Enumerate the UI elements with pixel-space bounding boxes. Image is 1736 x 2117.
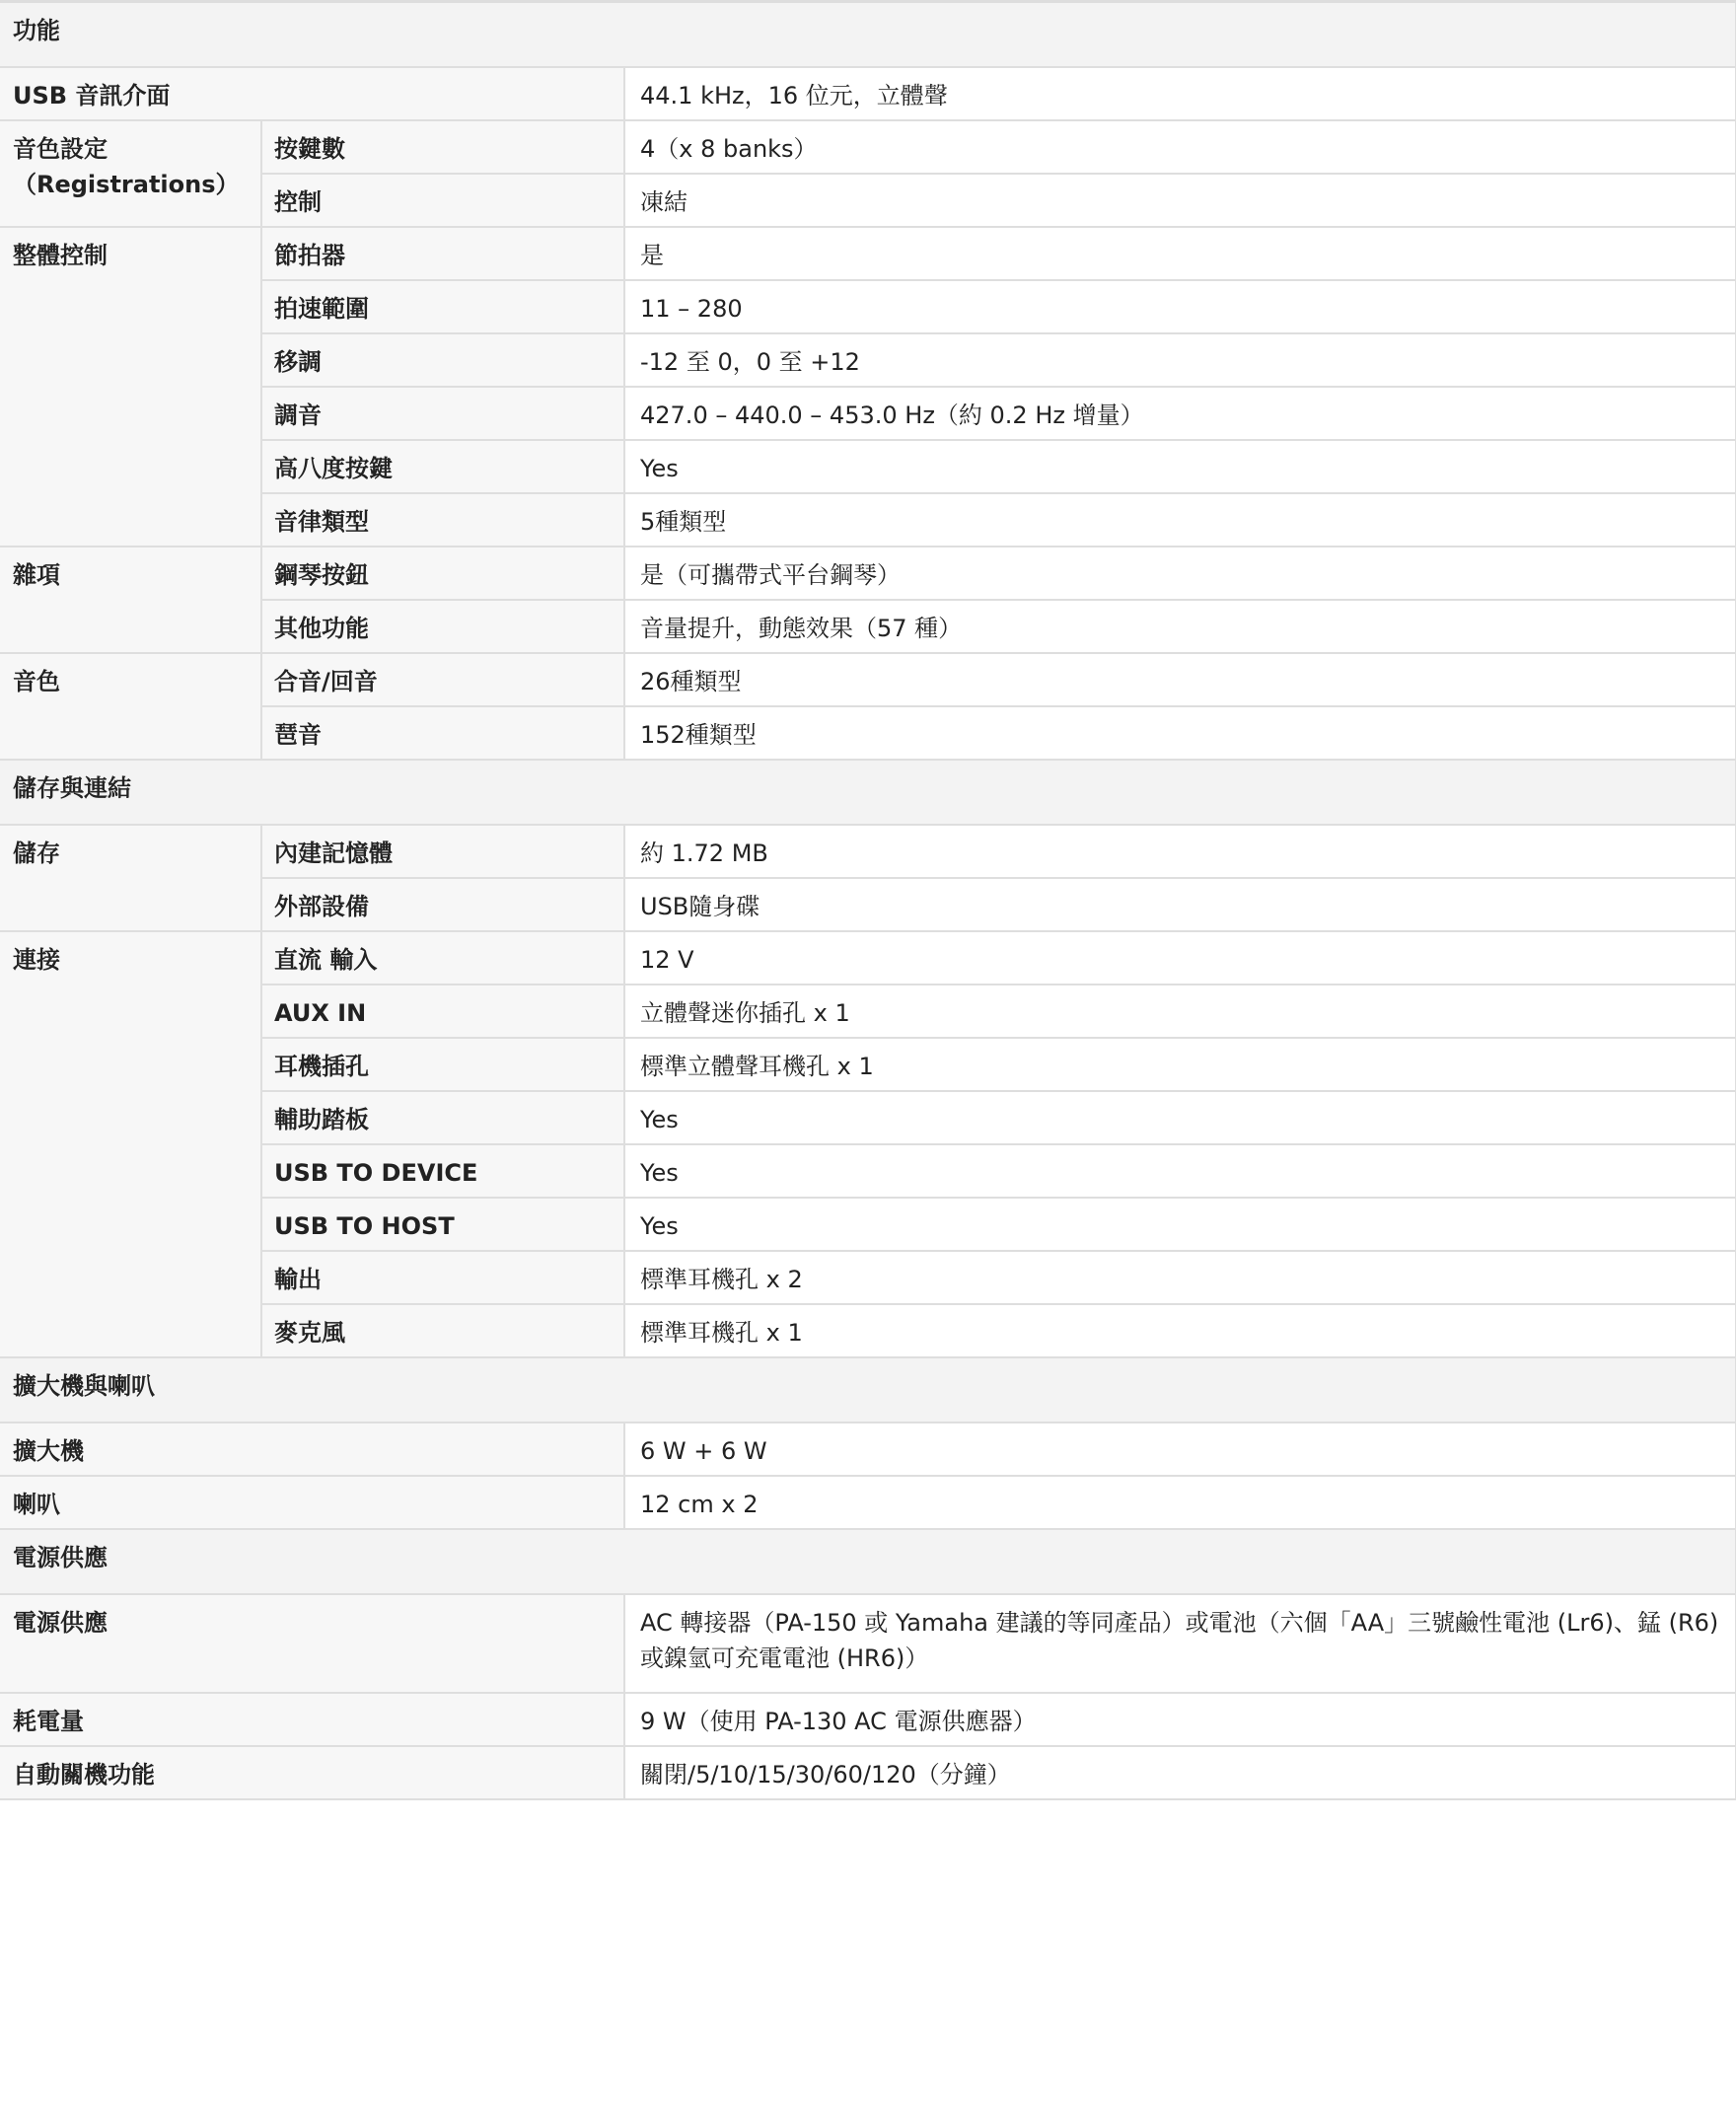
spec-value: Yes (624, 440, 1736, 493)
spec-value: -12 至 0，0 至 +12 (624, 333, 1736, 387)
spec-value: 標準立體聲耳機孔 x 1 (624, 1038, 1736, 1091)
spec-row-metronome (0, 227, 1736, 280)
spec-label: 內建記憶體 (261, 825, 624, 878)
spec-label: AUX IN (261, 985, 624, 1038)
section-row-function (0, 2, 1736, 67)
spec-value: 是 (624, 227, 1736, 280)
spec-row-piano-button (0, 547, 1736, 600)
spec-value: USB隨身碟 (624, 878, 1736, 931)
spec-value: 凍結 (624, 174, 1736, 227)
spec-value: 標準耳機孔 x 1 (624, 1304, 1736, 1357)
spec-row-consumption (0, 1693, 1736, 1746)
section-heading: 電源供應 (0, 1529, 1736, 1594)
spec-group-label: 雜項 (0, 547, 261, 653)
spec-label: 其他功能 (261, 600, 624, 653)
spec-row-dc-in (0, 931, 1736, 985)
spec-label: 移調 (261, 333, 624, 387)
spec-value: 4（x 8 banks） (624, 120, 1736, 174)
spec-label: 擴大機 (0, 1423, 624, 1476)
spec-label: USB TO DEVICE (261, 1144, 624, 1198)
spec-value: AC 轉接器（PA-150 或 Yamaha 建議的等同產品）或電池（六個「AA」三號鹼性電池 (Lr6)、錳 (R6) 或鎳氫可充電電池 (HR6)） (624, 1594, 1736, 1693)
spec-value: 152種類型 (624, 706, 1736, 760)
spec-label: 按鍵數 (261, 120, 624, 174)
spec-value: 12 cm x 2 (624, 1476, 1736, 1529)
spec-value: 26種類型 (624, 653, 1736, 706)
spec-group-label: 音色設定（Registrations） (0, 120, 261, 227)
section-heading: 功能 (0, 2, 1736, 67)
spec-row-usb-audio (0, 67, 1736, 120)
spec-value: Yes (624, 1144, 1736, 1198)
spec-label: 輸出 (261, 1251, 624, 1304)
spec-value: 11 – 280 (624, 280, 1736, 333)
section-heading: 儲存與連結 (0, 760, 1736, 825)
spec-label: 高八度按鍵 (261, 440, 624, 493)
spec-label: 外部設備 (261, 878, 624, 931)
spec-group-label: 連接 (0, 931, 261, 1357)
spec-value: 標準耳機孔 x 2 (624, 1251, 1736, 1304)
spec-label: 琶音 (261, 706, 624, 760)
section-row-storage-connect (0, 760, 1736, 825)
spec-value: 12 V (624, 931, 1736, 985)
spec-group-label: 整體控制 (0, 227, 261, 547)
spec-label: 麥克風 (261, 1304, 624, 1357)
spec-label: 控制 (261, 174, 624, 227)
spec-value: 6 W + 6 W (624, 1423, 1736, 1476)
spec-value: 音量提升，動態效果（57 種） (624, 600, 1736, 653)
spec-label: 拍速範圍 (261, 280, 624, 333)
section-heading: 擴大機與喇叭 (0, 1357, 1736, 1423)
spec-row-power-supply (0, 1594, 1736, 1693)
spec-label: 耳機插孔 (261, 1038, 624, 1091)
spec-label: 電源供應 (0, 1594, 624, 1693)
spec-label: 調音 (261, 387, 624, 440)
spec-value: 約 1.72 MB (624, 825, 1736, 878)
spec-value: 5種類型 (624, 493, 1736, 547)
spec-row-registrations-buttons (0, 120, 1736, 174)
spec-value: Yes (624, 1091, 1736, 1144)
spec-label: 喇叭 (0, 1476, 624, 1529)
spec-value: 是（可攜帶式平台鋼琴） (624, 547, 1736, 600)
spec-row-chorus (0, 653, 1736, 706)
spec-row-amplifier (0, 1423, 1736, 1476)
spec-group-label: 音色 (0, 653, 261, 760)
spec-label: 音律類型 (261, 493, 624, 547)
spec-row-auto-power-off (0, 1746, 1736, 1799)
spec-label: 自動關機功能 (0, 1746, 624, 1799)
spec-value: 關閉/5/10/15/30/60/120（分鐘） (624, 1746, 1736, 1799)
section-row-amp-speaker (0, 1357, 1736, 1423)
spec-value: Yes (624, 1198, 1736, 1251)
spec-label: 節拍器 (261, 227, 624, 280)
spec-label: 合音/回音 (261, 653, 624, 706)
spec-value: 427.0 – 440.0 – 453.0 Hz（約 0.2 Hz 增量） (624, 387, 1736, 440)
spec-row-speaker (0, 1476, 1736, 1529)
spec-label: 輔助踏板 (261, 1091, 624, 1144)
spec-value: 9 W（使用 PA-130 AC 電源供應器） (624, 1693, 1736, 1746)
spec-label: USB TO HOST (261, 1198, 624, 1251)
spec-group-label: 儲存 (0, 825, 261, 931)
spec-label: 耗電量 (0, 1693, 624, 1746)
spec-label: 鋼琴按鈕 (261, 547, 624, 600)
spec-label: 直流 輸入 (261, 931, 624, 985)
spec-value: 立體聲迷你插孔 x 1 (624, 985, 1736, 1038)
section-row-power (0, 1529, 1736, 1594)
spec-value: 44.1 kHz，16 位元，立體聲 (624, 67, 1736, 120)
spec-label: USB 音訊介面 (0, 67, 624, 120)
spec-row-internal-memory (0, 825, 1736, 878)
